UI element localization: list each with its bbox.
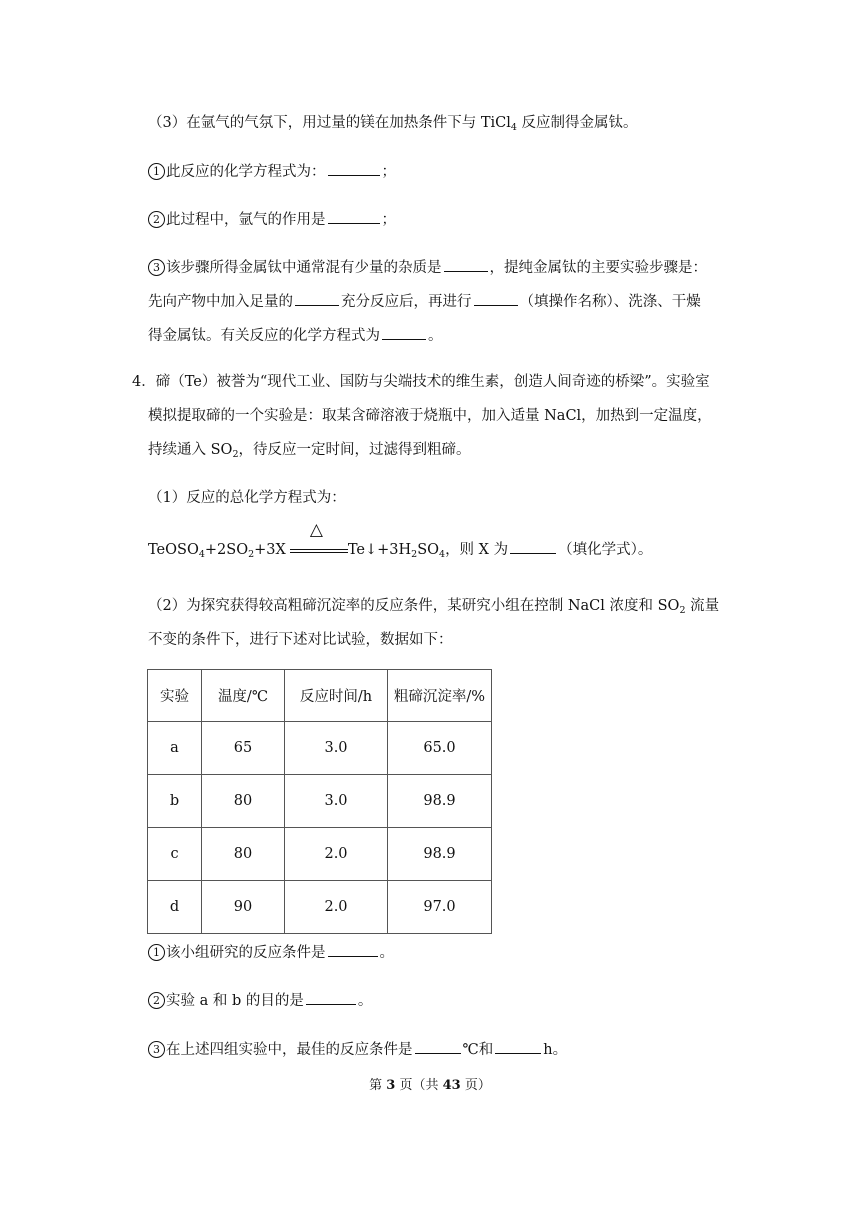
q3-step-1: 1 此反应的化学方程式为： ； (148, 161, 396, 182)
answer-blank[interactable] (474, 291, 518, 306)
circled-number: 3 (148, 259, 165, 276)
answer-blank[interactable] (382, 325, 426, 340)
table-cell: 90 (202, 881, 285, 934)
table-cell: 98.9 (388, 828, 492, 881)
table-cell: 80 (202, 775, 285, 828)
table-row (148, 828, 492, 881)
experiment-table (147, 669, 492, 934)
q3-step-3-line2: 先向产物中加入足量的 充分反应后，再进行 （填操作名称）、洗涤、干燥 (148, 291, 701, 312)
table-header-row (148, 670, 492, 722)
table-cell: 3.0 (285, 722, 388, 775)
q4-sub2-item-2: 2 实验 a 和 b 的目的是 。 (148, 990, 372, 1011)
q4-sub1-heading: （1）反应的总化学方程式为： (148, 490, 346, 506)
page-number: 3 (386, 1078, 396, 1093)
circled-number: 2 (148, 992, 165, 1009)
table-cell: a (148, 722, 202, 775)
answer-blank[interactable] (328, 209, 380, 224)
table-row (148, 775, 492, 828)
table-cell: 98.9 (388, 775, 492, 828)
page-footer: 第 3 页（共 43 页） (369, 1078, 491, 1093)
table-cell: 2.0 (285, 881, 388, 934)
circled-number: 3 (148, 1041, 165, 1058)
table-cell: d (148, 881, 202, 934)
table-cell: b (148, 775, 202, 828)
q3-step-3-line3: 得金属钛。有关反应的化学方程式为 。 (148, 325, 443, 346)
answer-blank[interactable] (444, 257, 488, 272)
table-cell: 2.0 (285, 828, 388, 881)
table-row (148, 722, 492, 775)
table-row (148, 881, 492, 934)
q4-sub2-item-1: 1 该小组研究的反应条件是 。 (148, 942, 394, 963)
answer-blank[interactable] (306, 990, 356, 1005)
circled-number: 1 (148, 944, 165, 961)
table-cell: 80 (202, 828, 285, 881)
table-cell: 65.0 (388, 722, 492, 775)
table-cell: 97.0 (388, 881, 492, 934)
q4-paragraph-line2: 模拟提取碲的一个实验是：取某含碲溶液于烧瓶中，加入适量 NaCl，加热到一定温度， (148, 408, 712, 424)
heating-condition-arrow (286, 520, 348, 559)
table-cell: 65 (202, 722, 285, 775)
circled-number: 2 (148, 211, 165, 228)
q3-step-2: 2 此过程中，氩气的作用是 ； (148, 209, 396, 230)
q4-paragraph-line1: 4．碲（Te）被誉为“现代工业、国防与尖端技术的维生素，创造人间奇迹的桥梁”。实验室 (132, 374, 710, 390)
table-cell: c (148, 828, 202, 881)
table-cell: 3.0 (285, 775, 388, 828)
q3-step-3: 3 该步骤所得金属钛中通常混有少量的杂质是 ，提纯金属钛的主要实验步骤是： (148, 257, 707, 278)
answer-blank[interactable] (495, 1039, 541, 1054)
q4-equation: $TeOSO_4+2SO_2+3X$ △ $Te↓+3H_2SO_4$，则 X 为 （填化学式）。 (148, 520, 653, 560)
q4-sub2-line2: 不变的条件下，进行下述对比试验，数据如下： (148, 632, 453, 648)
table-header: 反应时间/h (285, 670, 388, 722)
answer-blank[interactable] (328, 942, 378, 957)
q4-sub2-item-3: 3 在上述四组实验中，最佳的反应条件是 ℃和 h。 (148, 1039, 567, 1060)
answer-blank[interactable] (295, 291, 339, 306)
q4-sub2-line1: （2）为探究获得较高粗碲沉淀率的反应条件，某研究小组在控制 NaCl 浓度和 $SO_2$ 流量 (148, 598, 720, 616)
table-header: 实验 (148, 670, 202, 722)
answer-blank[interactable] (510, 539, 556, 554)
heat-triangle-icon: △ (309, 520, 323, 540)
answer-blank[interactable] (328, 161, 380, 176)
q3-intro: （3）在氩气的气氛下，用过量的镁在加热条件下与 TiCl$_4$ 反应制得金属钛。 (148, 115, 638, 133)
answer-blank[interactable] (415, 1039, 461, 1054)
q4-paragraph-line3: 持续通入 $SO_2$，待反应一定时间，过滤得到粗碲。 (148, 442, 471, 460)
page-total: 43 (442, 1078, 461, 1093)
table-header: 粗碲沉淀率/% (388, 670, 492, 722)
table-header: 温度/℃ (202, 670, 285, 722)
circled-number: 1 (148, 163, 165, 180)
